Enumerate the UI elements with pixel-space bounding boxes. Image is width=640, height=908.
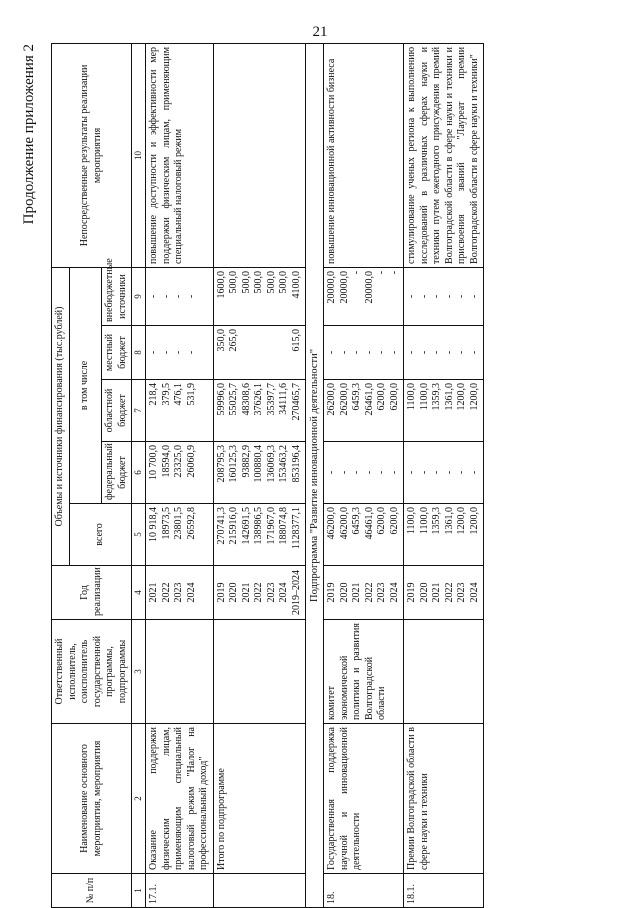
regional-value: 1100,0: [406, 383, 418, 411]
local-value: 350,0: [215, 329, 227, 352]
row-federal: [146, 442, 214, 504]
year-value: 2023: [456, 582, 468, 603]
year-value: 2024: [278, 582, 290, 603]
table-row: [324, 43, 404, 907]
federal-value: -: [406, 470, 418, 475]
extra-value: -: [418, 294, 430, 299]
federal-value: -: [418, 470, 430, 475]
regional-value: 48308,6: [240, 383, 252, 416]
federal-value: -: [376, 470, 388, 475]
regional-value: 531,9: [185, 383, 197, 406]
federal-value: 208795,3: [215, 445, 227, 483]
row-local: [146, 326, 214, 380]
year-value: 2021: [240, 582, 252, 603]
funding-table: [51, 43, 484, 908]
regional-value: 1200,0: [456, 383, 468, 411]
row-num: 18.1.: [404, 874, 484, 908]
federal-value: -: [338, 470, 350, 475]
year-value: 2019: [215, 582, 227, 603]
extra-value: 500,0: [265, 270, 277, 294]
extra-value: 500,0: [228, 270, 240, 294]
federal-value: 26060,9: [185, 445, 197, 478]
federal-value: -: [326, 470, 338, 475]
year-value: 2019–2024: [290, 570, 302, 615]
local-value: [266, 329, 279, 376]
row-total: [146, 504, 214, 566]
row-executor: [404, 620, 484, 724]
extra-value: -: [185, 294, 197, 299]
header-federal: федеральный бюджет: [102, 442, 132, 504]
local-value: -: [338, 350, 350, 355]
total-value: 270741,3: [215, 507, 227, 545]
row-results: [213, 43, 306, 267]
total-value: 1200,0: [468, 507, 480, 535]
extra-value: -: [160, 294, 172, 299]
header-local: местный бюджет: [102, 326, 132, 380]
column-index: 6: [132, 442, 146, 504]
page-number: 21: [312, 24, 328, 40]
total-value: 1100,0: [418, 507, 430, 535]
extra-value: -: [431, 294, 443, 299]
row-regional: [404, 380, 484, 442]
column-index: 8: [132, 326, 146, 380]
total-value: 18973,5: [160, 507, 172, 540]
local-value: -: [456, 350, 468, 355]
row-results: стимулирование ученых региона к выполнению исследований в различных сферах науки и техники путем ежегодного присуждения премий Волгоградской области в сфере науки и техники и присвоения званий "Лауреат премии Волгоградской области в сфере науки и техники": [404, 43, 484, 267]
local-value: -: [468, 350, 480, 355]
subprogram-title: Подпрограмма "Развитие инновационной деятельности": [306, 43, 324, 907]
year-value: 2022: [443, 582, 455, 603]
local-value: -: [363, 350, 375, 355]
year-value: 2022: [253, 582, 265, 603]
row-results: повышение доступности и эффективности мер поддержки физическим лицам, применяющим специальный налоговый режим: [146, 43, 214, 267]
year-value: 2024: [388, 582, 400, 603]
federal-value: -: [443, 470, 455, 475]
header-year: Год реализации: [52, 566, 132, 620]
row-regional: [146, 380, 214, 442]
row-total: [324, 504, 404, 566]
extra-value: -: [388, 270, 400, 275]
extra-value: 4100,0: [290, 270, 302, 299]
row-results: повышение инновационной активности бизнеса: [324, 43, 404, 267]
row-num: [213, 874, 306, 908]
year-value: 2024: [185, 582, 197, 603]
total-value: 6459,3: [351, 507, 363, 535]
column-index: 2: [132, 724, 146, 874]
federal-value: -: [431, 470, 443, 475]
local-value: -: [185, 350, 197, 355]
local-value: -: [160, 350, 172, 355]
total-value: 1359,3: [431, 507, 443, 535]
regional-value: 1200,0: [468, 383, 480, 411]
extra-value: 20000,0: [363, 270, 375, 304]
extra-value: 500,0: [278, 270, 290, 294]
column-index: 1: [132, 874, 146, 908]
row-num: 18.: [324, 874, 404, 908]
regional-value: 37626,1: [253, 383, 265, 416]
header-total: всего: [69, 504, 132, 566]
row-executor: [146, 620, 214, 724]
regional-value: 26200,0: [338, 383, 350, 416]
row-extra: [213, 267, 306, 325]
row-local: [404, 326, 484, 380]
local-value: [253, 329, 266, 376]
row-years: [146, 566, 214, 620]
header-num: № п/п: [52, 874, 132, 908]
local-value: [241, 329, 254, 376]
year-value: 2019: [326, 582, 338, 603]
local-value: -: [443, 350, 455, 355]
section-title-row: [306, 43, 324, 907]
regional-value: 6459,3: [351, 383, 363, 411]
total-value: 6200,0: [388, 507, 400, 535]
row-regional: [324, 380, 404, 442]
header-regional: областной бюджет: [102, 380, 132, 442]
federal-value: -: [363, 470, 375, 475]
federal-value: 136069,3: [265, 445, 277, 483]
extra-value: 20000,0: [326, 270, 338, 304]
column-index: 3: [132, 620, 146, 724]
regional-value: 218,4: [148, 383, 160, 406]
local-value: -: [173, 350, 185, 355]
year-value: 2019: [406, 582, 418, 603]
row-extra: [146, 267, 214, 325]
local-value: -: [351, 350, 363, 355]
year-value: 2020: [338, 582, 350, 603]
extra-value: -: [456, 294, 468, 299]
regional-value: 379,5: [160, 383, 172, 406]
regional-value: 26200,0: [326, 383, 338, 416]
federal-value: 853196,4: [290, 445, 302, 483]
column-index: 10: [132, 43, 146, 267]
year-value: 2020: [228, 582, 240, 603]
local-value: -: [148, 350, 160, 355]
year-value: 2023: [265, 582, 277, 603]
local-value: -: [388, 350, 400, 355]
header-executor: Ответственный исполнитель, соисполнитель государственной программы, подпрограммы: [52, 620, 132, 724]
row-name: Оказание поддержки физическим лицам, применяющим специальный налоговый режим "Налог на профессиональный доход": [146, 724, 214, 874]
extra-value: 20000,0: [338, 270, 350, 304]
total-value: 46200,0: [326, 507, 338, 540]
header-including: в том числе: [69, 267, 102, 503]
row-local: [213, 326, 306, 380]
federal-value: -: [351, 470, 363, 475]
extra-value: -: [443, 294, 455, 299]
local-value: -: [431, 350, 443, 355]
row-federal: [213, 442, 306, 504]
row-executor: комитет экономической политики и развития Волгоградской области: [324, 620, 404, 724]
regional-value: 6200,0: [376, 383, 388, 411]
row-total: [213, 504, 306, 566]
year-value: 2021: [148, 582, 160, 603]
total-value: 26592,8: [185, 507, 197, 540]
total-value: 188074,8: [278, 507, 290, 545]
running-title: Продолжение приложения 2: [21, 44, 37, 225]
column-index: 5: [132, 504, 146, 566]
row-total: [404, 504, 484, 566]
local-value: 265,0: [228, 329, 240, 352]
extra-value: -: [173, 294, 185, 299]
extra-value: -: [351, 270, 363, 275]
row-extra: [324, 267, 404, 325]
table-row: [146, 43, 214, 907]
local-value: -: [326, 350, 338, 355]
row-name: Итого по подпрограмме: [213, 724, 306, 874]
regional-value: 55025,7: [228, 383, 240, 416]
column-index: 4: [132, 566, 146, 620]
federal-value: -: [456, 470, 468, 475]
rotated-landscape-page: [21, 44, 619, 908]
federal-value: 153463,2: [278, 445, 290, 483]
row-years: [404, 566, 484, 620]
row-num: 17.1.: [146, 874, 214, 908]
regional-value: 6200,0: [388, 383, 400, 411]
local-value: -: [376, 350, 388, 355]
total-value: 1128377,1: [290, 507, 302, 550]
year-value: 2021: [351, 582, 363, 603]
total-value: 1361,0: [443, 507, 455, 535]
regional-value: 35397,7: [265, 383, 277, 416]
table-row: [404, 43, 484, 907]
row-local: [324, 326, 404, 380]
total-value: 10 918,4: [148, 507, 160, 542]
local-value: [278, 329, 291, 376]
year-value: 2020: [418, 582, 430, 603]
row-name: Премии Волгоградской области в сфере науки и техники: [404, 724, 484, 874]
total-value: 46200,0: [338, 507, 350, 540]
federal-value: 23325,0: [173, 445, 185, 478]
federal-value: -: [468, 470, 480, 475]
year-value: 2024: [468, 582, 480, 603]
extra-value: 1600,0: [215, 270, 227, 299]
table-row-subtotal: [213, 43, 306, 907]
federal-value: 10 700,0: [148, 445, 160, 480]
total-value: 6200,0: [376, 507, 388, 535]
column-index: 7: [132, 380, 146, 442]
total-value: 1100,0: [406, 507, 418, 535]
column-index-row: [132, 43, 146, 907]
row-regional: [213, 380, 306, 442]
row-executor: [213, 620, 306, 724]
year-value: 2023: [376, 582, 388, 603]
row-years: [213, 566, 306, 620]
regional-value: 26461,0: [363, 383, 375, 416]
total-value: 23801,5: [173, 507, 185, 540]
total-value: 138986,5: [253, 507, 265, 545]
local-value: -: [418, 350, 430, 355]
regional-value: 59996,0: [215, 383, 227, 416]
row-name: Государственная поддержка научной и инновационной деятельности: [324, 724, 404, 874]
total-value: 46461,0: [363, 507, 375, 540]
total-value: 215916,0: [228, 507, 240, 545]
year-value: 2022: [363, 582, 375, 603]
regional-value: 1100,0: [418, 383, 430, 411]
federal-value: 100880,4: [253, 445, 265, 483]
year-value: 2021: [431, 582, 443, 603]
regional-value: 476,1: [173, 383, 185, 406]
year-value: 2022: [160, 582, 172, 603]
row-federal: [404, 442, 484, 504]
header-extra: внебюджетные источники: [102, 267, 132, 325]
extra-value: -: [376, 270, 388, 275]
local-value: 615,0: [290, 329, 302, 352]
local-value: -: [406, 350, 418, 355]
header-funding: Объемы и источники финансирования (тыс.рублей): [52, 267, 70, 565]
extra-value: 500,0: [240, 270, 252, 294]
extra-value: 500,0: [253, 270, 265, 294]
extra-value: -: [468, 294, 480, 299]
total-value: 171967,0: [265, 507, 277, 545]
federal-value: -: [388, 470, 400, 475]
total-value: 142691,5: [240, 507, 252, 545]
total-value: 1200,0: [456, 507, 468, 535]
federal-value: 160125,3: [228, 445, 240, 483]
extra-value: -: [406, 294, 418, 299]
regional-value: 1359,3: [431, 383, 443, 411]
row-years: [324, 566, 404, 620]
extra-value: -: [148, 294, 160, 299]
federal-value: 93882,9: [240, 445, 252, 478]
regional-value: 270465,7: [290, 383, 302, 421]
regional-value: 1361,0: [443, 383, 455, 411]
header-name: Наименование основного мероприятия, мероприятия: [52, 724, 132, 874]
row-federal: [324, 442, 404, 504]
federal-value: 18594,0: [160, 445, 172, 478]
regional-value: 34111,6: [278, 383, 290, 415]
table-body: [146, 43, 484, 907]
header-results: Непосредственные результаты реализации мероприятия: [52, 43, 132, 267]
table-header: [52, 43, 146, 907]
column-index: 9: [132, 267, 146, 325]
row-extra: [404, 267, 484, 325]
year-value: 2023: [173, 582, 185, 603]
